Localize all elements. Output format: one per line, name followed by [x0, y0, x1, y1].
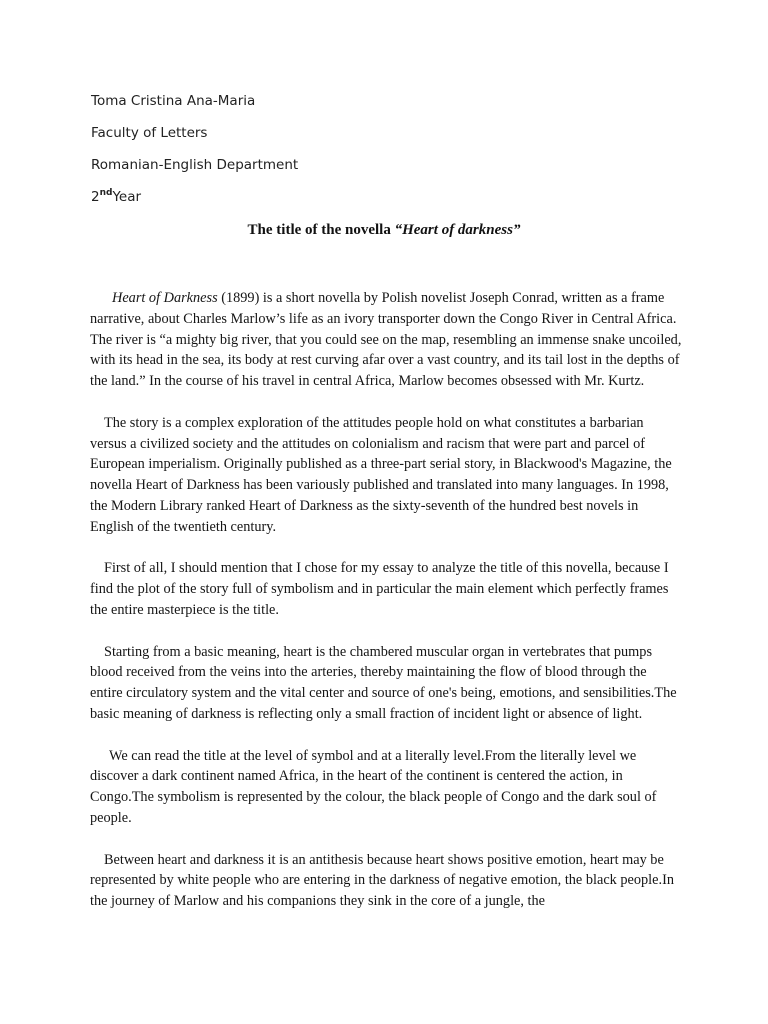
essay-title-prefix: The title of the novella [247, 222, 395, 238]
faculty-name: Faculty of Letters [91, 125, 208, 141]
department-name: Romanian-English Department [91, 157, 299, 173]
paragraph-3: First of all, I should mention that I chose for my essay to analyze the title of this novella, because I find the plot of the story full of symbolism and in particular the main element which perfectly frames the entire masterpiece is the title. [90, 560, 669, 618]
paragraph-1 [90, 288, 682, 392]
year-number: 2 [91, 189, 100, 205]
paragraph-4: Starting from a basic meaning, heart is the chambered muscular organ in vertebrates that pumps blood received from the veins into the arteries, thereby maintaining the flow of blood through the entire circulatory system and the vital center and source of one's being, emotions, and sensibilities.The basic meaning of darkness is reflecting only a small fraction of incident light or absence of light. [90, 643, 677, 722]
year-word: Year [112, 189, 142, 205]
paragraph-5: We can read the title at the level of symbol and at a literally level.From the literally level we discover a dark continent named Africa, in the heart of the continent is centered the action, in Congo.The symbolism is represented by the colour, the black people of Congo and the dark soul of people. [90, 747, 657, 826]
year-suffix: nd [99, 188, 113, 198]
paragraph-1-text: (1899) is a short novella by Polish novelist Joseph Conrad, written as a frame narrative, about Charles Marlow’s life as an ivory transporter down the Congo River in Central Africa. The river is “a mighty big river, that you could see on the map, resembling an immense snake uncoiled, with its head in the sea, its body at rest curving afar over a vast country, and its tail lost in the depths of the land.” In the course of his travel in central Africa, Marlow becomes obsessed with Mr. Kurtz. [90, 290, 682, 390]
author-header [91, 88, 691, 216]
paragraph-2: The story is a complex exploration of the attitudes people hold on what constitutes a barbarian versus a civilized society and the attitudes on colonialism and racism that were part and parcel of European imperialism. Originally published as a three-part serial story, in Blackwood's Magazine, the novella Heart of Darkness has been variously published and translated into many languages. In 1998, the Modern Library ranked Heart of Darkness as the sixty-seventh of the hundred best novels in English of the twentieth century. [90, 414, 672, 535]
study-year [91, 184, 691, 216]
author-name: Toma Cristina Ana-Maria [91, 93, 256, 109]
paragraph-6: Between heart and darkness it is an antithesis because heart shows positive emotion, heart may be represented by white people who are entering in the darkness of negative emotion, the black people.In the journey of Marlow and his companions they sink in the core of a jungle, the [90, 851, 674, 910]
essay-title [0, 220, 768, 240]
novella-title-italic: Heart of Darkness [112, 290, 218, 306]
essay-body [90, 288, 682, 933]
essay-title-work: “Heart of darkness” [394, 222, 521, 238]
